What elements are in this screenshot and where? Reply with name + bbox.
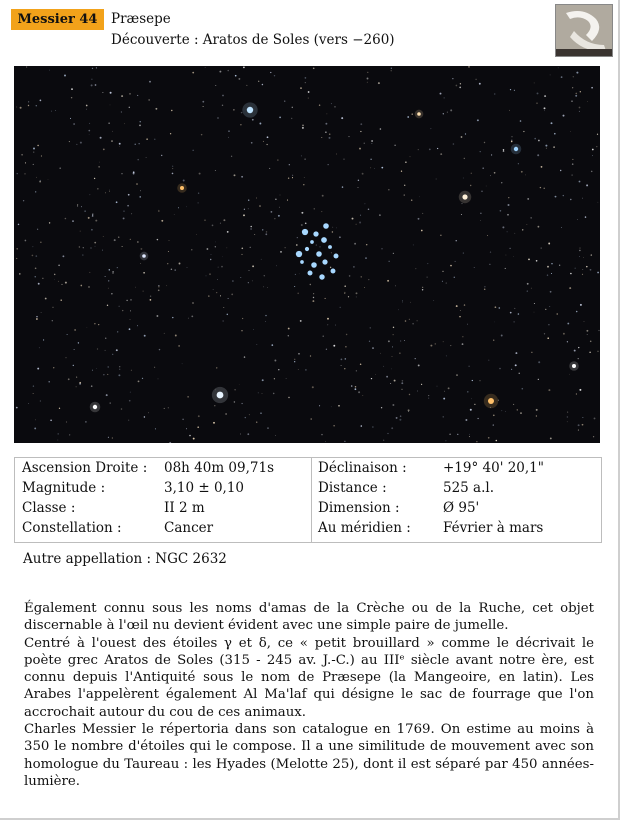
dec-value: +19° 40' 20,1"	[443, 460, 544, 476]
paragraph-1: Également connu sous les noms d'amas de la Crèche ou de la Ruche, cet objet discernable à l'œil nu devient évident avec une simple paire de jumelle.	[24, 601, 594, 634]
info-divider	[311, 458, 312, 542]
other-designation: Autre appellation : NGC 2632	[23, 551, 227, 567]
paragraph-3: Charles Messier le répertoria dans son catalogue en 1769. On estime au moins à 350 le nombre d'étoiles qui le compose. Il a une similitude de mouvement avec son homologue du Taureau : les Hyades (Melotte 25), dont il est séparé par 450 années-lumière.	[24, 722, 594, 789]
constellation-label: Constellation :	[22, 520, 122, 536]
distance-label: Distance :	[318, 480, 387, 496]
logo-thumbnail	[555, 4, 613, 57]
ra-label: Ascension Droite :	[22, 460, 148, 476]
magnitude-value: 3,10 ± 0,10	[164, 480, 245, 496]
messier-badge: Messier 44	[11, 9, 104, 30]
description	[24, 600, 594, 790]
dimension-label: Dimension :	[318, 500, 400, 516]
dec-label: Déclinaison :	[318, 460, 407, 476]
cluster-photo	[14, 66, 600, 443]
info-table	[14, 457, 602, 543]
class-value: II 2 m	[164, 500, 205, 516]
discovery-line: Découverte : Aratos de Soles (vers −260)	[111, 32, 395, 48]
magnitude-label: Magnitude :	[22, 480, 106, 496]
object-name: Præsepe	[111, 11, 171, 27]
paragraph-2: Centré à l'ouest des étoiles γ et δ, ce « petit brouillard » comme le décrivait le poète grec Aratos de Soles (315 - 245 av. J.-C.) au IIIᵉ siècle avant notre ère, est connu depuis l'Antiquité sous le nom de Præsepe (la Mangeoire, en latin). Les Arabes l'appelèrent également Al Ma'laf qui désigne le sac de fourrage que l'on accrochait autour du cou de ces animaux.	[24, 635, 594, 720]
ra-value: 08h 40m 09,71s	[164, 460, 275, 476]
constellation-value: Cancer	[164, 520, 214, 536]
meridian-value: Février à mars	[443, 520, 544, 536]
class-label: Classe :	[22, 500, 76, 516]
dimension-value: Ø 95'	[443, 500, 480, 516]
meridian-label: Au méridien :	[318, 520, 411, 536]
distance-value: 525 a.l.	[443, 480, 495, 496]
starfield-image	[14, 66, 600, 443]
